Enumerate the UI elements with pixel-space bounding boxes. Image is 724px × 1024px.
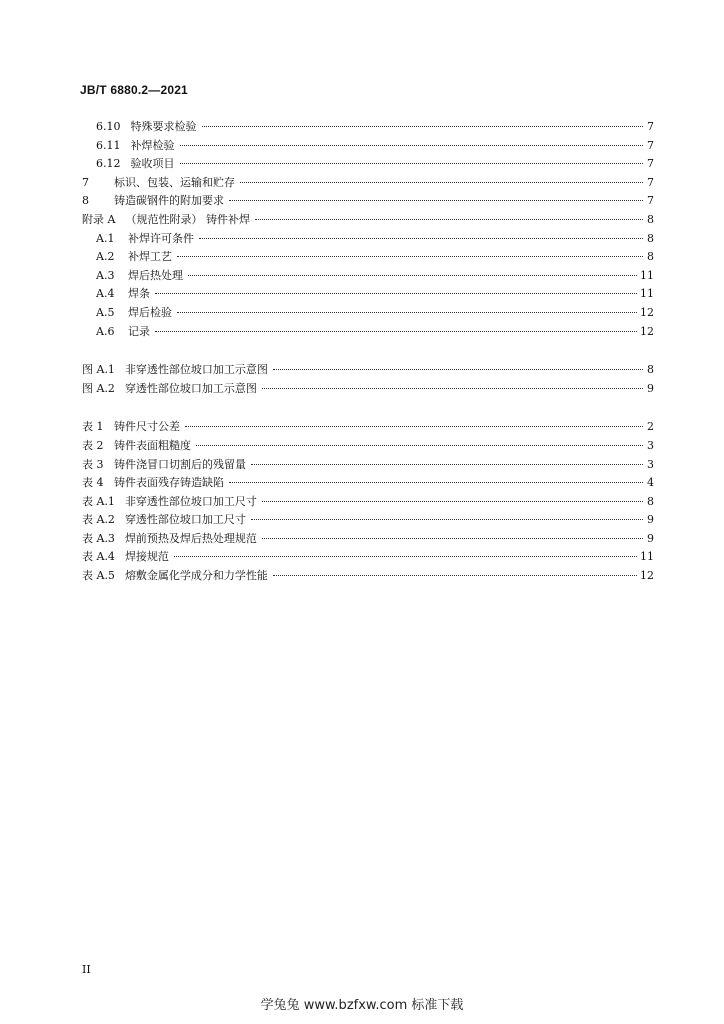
toc-section-entry[interactable] xyxy=(0,230,654,249)
toc-entry-page: 11 xyxy=(640,287,654,301)
toc-entry-title: 铸件浇冒口切割后的残留量 xyxy=(114,457,246,471)
toc-figure-entry[interactable] xyxy=(0,361,654,380)
dot-leader xyxy=(155,330,637,332)
dot-leader xyxy=(174,555,637,557)
toc-entry-page: 7 xyxy=(647,194,654,208)
toc-entry-page: 7 xyxy=(647,138,654,152)
toc-entry-page: 8 xyxy=(647,231,654,245)
toc-entry-title: 补焊许可条件 xyxy=(128,231,194,245)
toc-entry-title: 焊后热处理 xyxy=(128,268,183,282)
dot-leader xyxy=(196,444,643,446)
toc-entry-page: 7 xyxy=(647,175,654,189)
toc-entry-title: 补焊检验 xyxy=(130,138,175,152)
toc-table-entry[interactable] xyxy=(0,548,654,567)
toc-entry-page: 9 xyxy=(647,531,654,545)
toc-section-entry[interactable] xyxy=(0,285,654,304)
toc-entry-title: 记录 xyxy=(128,324,150,338)
toc-entry-page: 9 xyxy=(647,381,654,395)
toc-entry-title: 焊前预热及焊后热处理规范 xyxy=(124,531,257,545)
toc-figure-entry[interactable] xyxy=(0,380,654,399)
toc-entry-number: A.5 xyxy=(96,305,115,319)
toc-entry-number: 图 A.2 xyxy=(82,381,115,395)
toc-table-entry[interactable] xyxy=(0,567,654,586)
toc-section-entry[interactable] xyxy=(0,267,654,286)
dot-leader xyxy=(229,481,643,483)
watermark-text: 学兔兔 www.bzfxw.com 标准下载 xyxy=(260,998,464,1013)
toc-entry-page: 11 xyxy=(640,268,654,282)
dot-leader xyxy=(251,463,643,465)
toc-entry-title: 焊后检验 xyxy=(128,305,172,319)
toc-sections xyxy=(0,118,724,341)
dot-leader xyxy=(262,387,643,389)
dot-leader xyxy=(185,425,643,427)
toc-entry-page: 3 xyxy=(647,438,654,452)
toc-entry-number: 表 A.2 xyxy=(82,513,115,527)
toc-entry-title: 铸造碳钢件的附加要求 xyxy=(114,194,224,208)
toc-table-entry[interactable] xyxy=(0,511,654,530)
toc-entry-title: 熔敷金属化学成分和力学性能 xyxy=(124,569,268,583)
toc-entry-number: 表 3 xyxy=(82,457,104,471)
toc-entry-page: 8 xyxy=(647,363,654,377)
toc-entry-number: 8 xyxy=(82,194,89,208)
toc-entry-title: 铸件表面残存铸造缺陷 xyxy=(114,476,224,490)
toc-entry-title: 补焊工艺 xyxy=(128,250,172,264)
toc-entry-title: 铸件尺寸公差 xyxy=(114,420,180,434)
dot-leader xyxy=(177,311,637,313)
dot-leader xyxy=(262,537,643,539)
toc-entry-page: 7 xyxy=(647,157,654,171)
toc-section-entry[interactable] xyxy=(0,192,654,211)
toc-entry-title: 验收项目 xyxy=(130,157,175,171)
document-id: JB/T 6880.2—2021 xyxy=(80,83,188,97)
toc-tables xyxy=(0,418,724,585)
table-of-contents xyxy=(0,118,724,586)
dot-leader xyxy=(229,199,643,201)
dot-leader xyxy=(251,518,643,520)
toc-entry-title: 非穿透性部位坡口加工示意图 xyxy=(124,363,268,377)
toc-entry-number: 6.12 xyxy=(96,157,121,171)
toc-entry-page: 8 xyxy=(647,250,654,264)
toc-section-entry[interactable] xyxy=(0,155,654,174)
toc-entry-number: 表 1 xyxy=(82,420,104,434)
page-number: II xyxy=(82,963,91,976)
dot-leader xyxy=(240,181,643,183)
toc-entry-number: A.6 xyxy=(96,324,115,338)
toc-entry-number: 表 A.5 xyxy=(82,569,115,583)
dot-leader xyxy=(155,292,637,294)
dot-leader xyxy=(273,574,637,576)
dot-leader xyxy=(202,125,644,127)
toc-entry-number: 7 xyxy=(82,175,89,189)
toc-entry-page: 7 xyxy=(647,120,654,133)
toc-entry-title: （规范性附录） 铸件补焊 xyxy=(125,212,250,226)
toc-entry-number: 表 A.3 xyxy=(82,531,115,545)
dot-leader xyxy=(262,500,643,502)
toc-figures xyxy=(0,361,724,398)
toc-entry-page: 8 xyxy=(647,494,654,508)
toc-entry-page: 3 xyxy=(647,457,654,471)
toc-entry-number: A.1 xyxy=(96,231,115,245)
toc-section-entry[interactable] xyxy=(0,211,654,230)
toc-entry-title: 穿透性部位坡口加工尺寸 xyxy=(124,513,246,527)
toc-entry-number: 6.11 xyxy=(96,138,121,152)
toc-section-entry[interactable] xyxy=(0,323,654,342)
toc-section-entry[interactable] xyxy=(0,137,654,156)
dot-leader xyxy=(180,144,644,146)
toc-entry-page: 11 xyxy=(640,550,654,564)
dot-leader xyxy=(177,255,643,257)
toc-entry-page: 12 xyxy=(640,569,654,583)
toc-entry-title: 焊接规范 xyxy=(124,550,169,564)
toc-entry-number: 图 A.1 xyxy=(82,363,115,377)
toc-entry-page: 4 xyxy=(647,476,654,490)
dot-leader xyxy=(273,368,643,370)
toc-entry-page: 8 xyxy=(647,212,654,226)
toc-entry-page: 9 xyxy=(647,513,654,527)
toc-entry-number: A.4 xyxy=(96,287,115,301)
toc-section-entry[interactable] xyxy=(0,174,654,193)
dot-leader xyxy=(255,218,643,220)
toc-section-entry[interactable] xyxy=(0,118,654,137)
toc-entry-number: A.3 xyxy=(96,268,115,282)
dot-leader xyxy=(180,162,644,164)
toc-entry-number: 附录 A xyxy=(82,212,116,226)
toc-entry-title: 穿透性部位坡口加工示意图 xyxy=(124,381,257,395)
toc-entry-number: 表 A.4 xyxy=(82,550,115,564)
toc-entry-title: 非穿透性部位坡口加工尺寸 xyxy=(124,494,257,508)
toc-section-entry[interactable] xyxy=(0,304,654,323)
toc-table-entry[interactable] xyxy=(0,493,654,512)
toc-table-entry[interactable] xyxy=(0,474,654,493)
toc-entry-number: 表 2 xyxy=(82,438,104,452)
toc-table-entry[interactable] xyxy=(0,418,654,437)
toc-entry-page: 12 xyxy=(640,324,654,338)
toc-table-entry[interactable] xyxy=(0,530,654,549)
dot-leader xyxy=(199,237,643,239)
toc-entry-number: 表 A.1 xyxy=(82,494,115,508)
toc-entry-page: 2 xyxy=(647,420,654,434)
toc-entry-title: 标识、包装、运输和贮存 xyxy=(114,175,235,189)
toc-entry-number: 表 4 xyxy=(82,476,104,490)
toc-table-entry[interactable] xyxy=(0,437,654,456)
dot-leader xyxy=(188,274,637,276)
toc-entry-title: 特殊要求检验 xyxy=(130,120,197,133)
toc-table-entry[interactable] xyxy=(0,456,654,475)
toc-entry-page: 12 xyxy=(640,305,654,319)
toc-section-entry[interactable] xyxy=(0,248,654,267)
toc-entry-title: 焊条 xyxy=(128,287,150,301)
toc-entry-title: 铸件表面粗糙度 xyxy=(114,438,191,452)
toc-entry-number: 6.10 xyxy=(96,120,121,133)
toc-entry-number: A.2 xyxy=(96,250,115,264)
